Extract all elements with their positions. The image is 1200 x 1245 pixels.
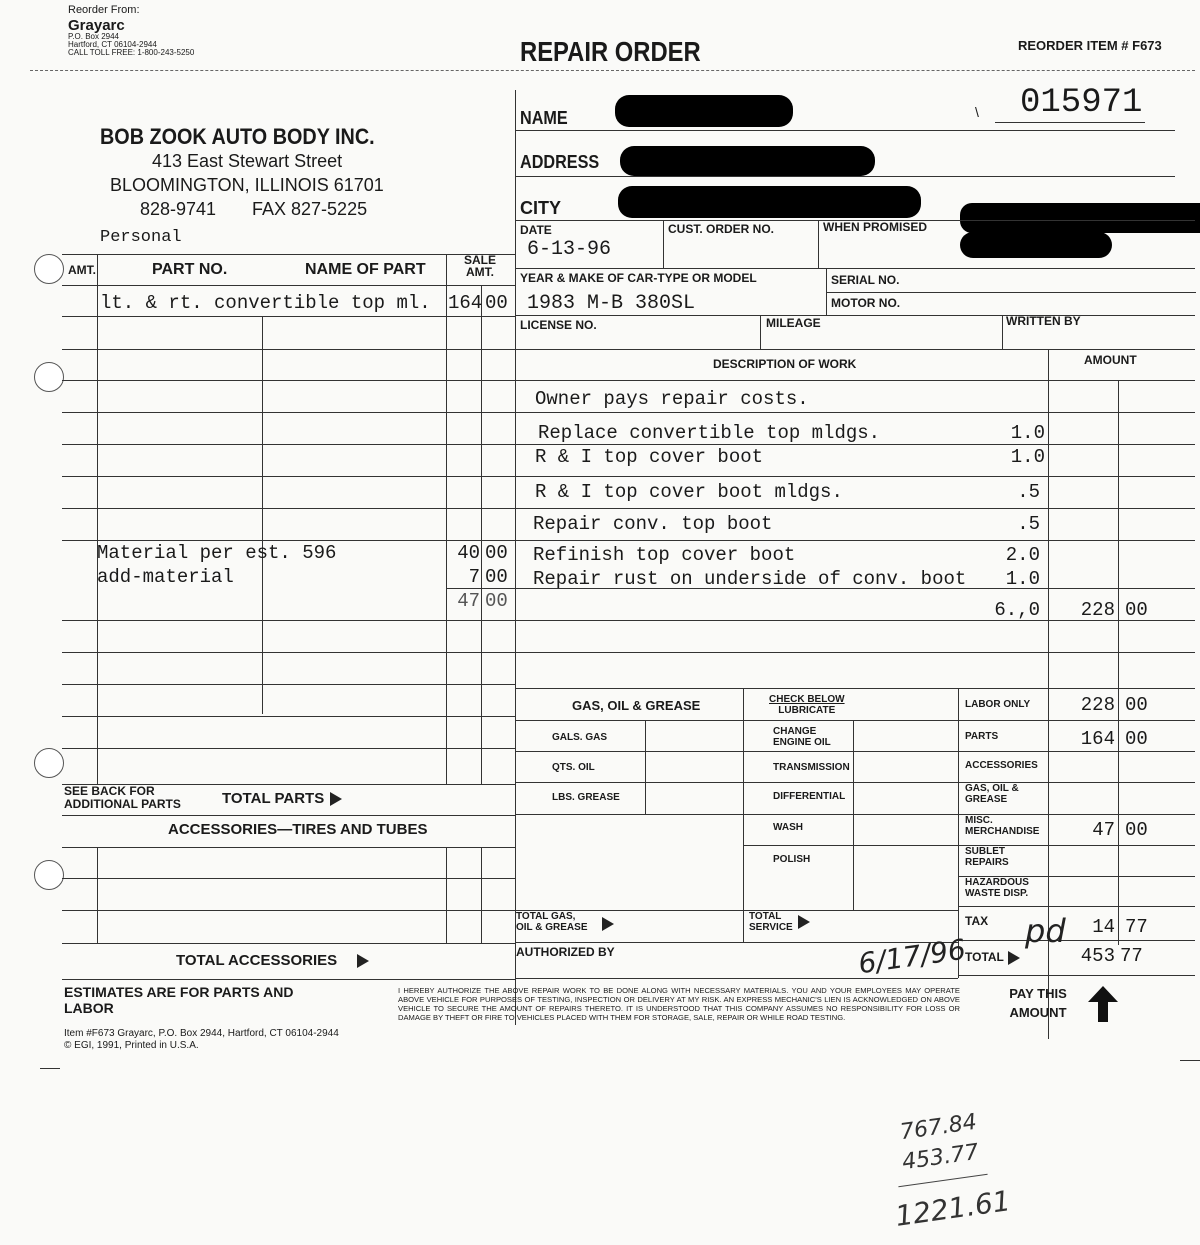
labor-dollars: 228	[1080, 694, 1115, 716]
name-of-part-header: NAME OF PART	[305, 261, 426, 278]
authorized-by-label: AUTHORIZED BY	[516, 945, 615, 959]
tax-cents: 77	[1125, 916, 1148, 938]
total-gas-label: TOTAL GAS, OIL & GREASE	[516, 911, 588, 933]
part-row-dollars: 7	[468, 566, 480, 588]
date-value: 6-13-96	[527, 238, 612, 261]
line	[62, 716, 515, 717]
line	[62, 412, 515, 413]
tax-label: TAX	[965, 914, 989, 928]
pay-this-amount-label: PAY THIS AMOUNT	[1009, 986, 1067, 1020]
line	[515, 652, 1195, 653]
line	[515, 315, 1195, 316]
grayarc-logo: Grayarc	[68, 17, 125, 34]
description-label: DESCRIPTION OF WORK	[713, 357, 857, 371]
arrow-right-icon	[596, 915, 614, 933]
labor-cents: 00	[1125, 694, 1148, 716]
line	[62, 620, 515, 621]
line	[515, 476, 1195, 477]
line	[818, 220, 819, 268]
gals-gas-label: GALS. GAS	[552, 732, 608, 743]
line	[663, 220, 664, 268]
line	[958, 906, 1195, 907]
column-line	[446, 847, 447, 943]
parts-total-label: PARTS	[965, 731, 999, 742]
line	[62, 910, 515, 911]
column-line	[262, 316, 263, 714]
work-hours: 1.0	[1010, 422, 1045, 444]
arrow-right-icon	[792, 913, 810, 931]
parts-total-dollars: 164	[1080, 728, 1115, 750]
work-line: Repair rust on underside of conv. boot	[533, 568, 967, 590]
name-label: NAME	[520, 108, 568, 128]
check-below-label: CHECK BELOW LUBRICATE	[769, 694, 845, 716]
written-by-label: WRITTEN BY	[1006, 314, 1081, 328]
line	[515, 349, 1195, 350]
handwritten-sum-1: 767.84	[898, 1109, 979, 1146]
parts-total-cents: 00	[1125, 728, 1148, 750]
shop-street: 413 East Stewart Street	[152, 151, 343, 171]
part-subtotal-cents: 00	[485, 590, 508, 612]
part-subtotal-dollars: 47	[457, 590, 480, 612]
line	[62, 878, 515, 879]
column-line	[446, 254, 447, 784]
lbs-grease-label: LBS. GREASE	[552, 792, 620, 803]
line	[515, 782, 958, 783]
total-accessories-label: TOTAL ACCESSORIES	[176, 952, 369, 969]
address-label: ADDRESS	[520, 152, 600, 172]
line	[826, 292, 1196, 293]
car-label: YEAR & MAKE OF CAR-TYPE OR MODEL	[520, 271, 757, 285]
handwritten-paid: pd	[1025, 912, 1066, 950]
arrow-up-icon	[1088, 986, 1118, 1027]
column-line	[97, 254, 98, 784]
column-line	[97, 847, 98, 943]
total-service-label: TOTAL SERVICE	[749, 911, 793, 933]
punch-hole	[34, 860, 64, 890]
punch-hole	[34, 748, 64, 778]
total-parts-label: TOTAL PARTS	[222, 790, 342, 807]
gas-oil-label: GAS, OIL & GREASE	[572, 698, 701, 713]
line	[62, 254, 515, 255]
handwritten-sum-line	[898, 1174, 987, 1188]
footer-item: Item #F673 Grayarc, P.O. Box 2944, Hartford, CT 06104-2944	[64, 1028, 339, 1039]
arrow-right-icon	[1008, 951, 1020, 965]
work-hours: 1.0	[1005, 568, 1040, 590]
shop-phone: 828-9741	[140, 199, 217, 219]
work-hours: .5	[1017, 513, 1040, 535]
see-back-label: SEE BACK FOR ADDITIONAL PARTS	[64, 784, 181, 811]
work-hours: 1.0	[1010, 446, 1045, 468]
line	[1002, 315, 1003, 349]
footer-copyright: © EGI, 1991, Printed in U.S.A.	[64, 1040, 199, 1051]
line	[515, 176, 1175, 177]
center-divider	[515, 90, 516, 1025]
wash-label: WASH	[773, 822, 803, 833]
form-title: REPAIR ORDER	[520, 36, 701, 67]
handwritten-sum-2: 453.77	[900, 1139, 981, 1176]
subtotal-line	[446, 588, 515, 589]
amt-header: AMT.	[68, 263, 96, 277]
work-line: R & I top cover boot mldgs.	[535, 481, 843, 503]
line	[515, 978, 958, 979]
part-row-desc: Material per est. 596	[97, 542, 337, 564]
line	[62, 349, 515, 350]
line	[515, 814, 958, 815]
line	[760, 315, 761, 349]
amount-label: AMOUNT	[1084, 353, 1137, 367]
line	[62, 285, 515, 286]
serial-label: SERIAL NO.	[831, 273, 900, 287]
sublet-label: SUBLET REPAIRS	[965, 846, 1009, 868]
redacted-name	[615, 95, 793, 127]
line	[62, 979, 515, 980]
punch-hole	[34, 362, 64, 392]
work-line: Replace convertible top mldgs.	[538, 422, 881, 444]
edge-mark	[1180, 1060, 1200, 1061]
line	[743, 845, 958, 846]
line	[62, 748, 515, 749]
redacted-right-2	[960, 232, 1112, 258]
line	[62, 476, 515, 477]
work-total-dollars: 228	[1080, 599, 1115, 621]
shop-note: Personal	[100, 228, 182, 247]
shop-name: BOB ZOOK AUTO BODY INC.	[100, 124, 375, 149]
part-no-header: PART NO.	[152, 261, 228, 278]
line	[515, 130, 1175, 131]
order-underline	[995, 122, 1145, 123]
tax-dollars: 14	[1092, 916, 1115, 938]
labor-only-label: LABOR ONLY	[965, 699, 1031, 710]
reorder-address: P.O. Box 2944 Hartford, CT 06104-2944 CALL TOLL FREE: 1-800-243-5250	[68, 32, 195, 57]
accessories-total-label: ACCESSORIES	[965, 760, 1038, 771]
part-row-cents: 00	[485, 542, 508, 564]
reorder-item: REORDER ITEM # F673	[1018, 38, 1162, 53]
transmission-label: TRANSMISSION	[773, 762, 850, 773]
car-value: 1983 M-B 380SL	[527, 292, 696, 315]
line	[62, 847, 515, 848]
line	[62, 652, 515, 653]
part-row-dollars: 40	[457, 542, 480, 564]
column-line	[1118, 380, 1119, 945]
line	[62, 444, 515, 445]
license-label: LICENSE NO.	[520, 318, 597, 332]
when-promised-label: WHEN PROMISED	[823, 220, 928, 234]
column-line	[645, 720, 646, 814]
column-line	[743, 688, 744, 942]
redacted-city	[618, 186, 921, 218]
handwritten-sum-total: 1221.61	[893, 1184, 1013, 1233]
redacted-right	[960, 203, 1200, 233]
line	[515, 380, 1195, 381]
part-row-cents: 00	[485, 292, 508, 314]
arrow-right-icon	[357, 954, 369, 968]
city-label: CITY	[520, 198, 562, 218]
column-line	[481, 285, 482, 784]
line	[515, 720, 958, 721]
grand-total-cents: 77	[1120, 945, 1143, 967]
sale-amt-header: SALE AMT.	[463, 253, 496, 279]
gas-total-label: GAS, OIL & GREASE	[965, 783, 1019, 805]
tick-mark: \	[975, 104, 979, 120]
work-line: R & I top cover boot	[535, 446, 764, 468]
motor-label: MOTOR NO.	[831, 296, 901, 310]
line	[515, 444, 1195, 445]
line	[958, 940, 1195, 941]
shop-city: BLOOMINGTON, ILLINOIS 61701	[110, 175, 384, 195]
line	[62, 943, 515, 944]
line	[62, 540, 515, 541]
line	[515, 508, 1195, 509]
line	[62, 684, 515, 685]
polish-label: POLISH	[773, 854, 811, 865]
line	[515, 268, 1195, 269]
perforation	[30, 70, 1195, 71]
line	[62, 316, 515, 317]
misc-label: MISC. MERCHANDISE	[965, 815, 1040, 837]
line	[62, 508, 515, 509]
total-label: TOTAL	[965, 950, 1020, 965]
redacted-address	[620, 146, 875, 176]
work-line: Repair conv. top boot	[533, 513, 773, 535]
column-line	[853, 720, 854, 910]
line	[515, 412, 1195, 413]
edge-mark	[40, 1068, 60, 1069]
punch-hole	[34, 254, 64, 284]
line	[958, 751, 1195, 752]
line	[515, 751, 958, 752]
line	[958, 720, 1195, 721]
part-row-desc: lt. & rt. convertible top ml.	[100, 292, 431, 314]
part-row-dollars: 164	[448, 292, 483, 314]
arrow-right-icon	[330, 792, 342, 806]
line	[958, 975, 1195, 976]
date-label: DATE	[520, 223, 552, 237]
qts-oil-label: QTS. OIL	[552, 762, 595, 773]
part-row-desc: add-material	[97, 566, 234, 588]
column-line	[481, 847, 482, 943]
reorder-from-label: Reorder From:	[68, 4, 140, 16]
accessories-label: ACCESSORIES—TIRES AND TUBES	[168, 821, 428, 838]
work-line: Refinish top cover boot	[533, 544, 796, 566]
line	[62, 815, 515, 816]
misc-dollars: 47	[1092, 819, 1115, 841]
authorization-terms: I HEREBY AUTHORIZE THE ABOVE REPAIR WORK TO BE DONE ALONG WITH NECESSARY MATERIALS. YOU AND YOUR EMPLOYEES MAY OPERATE ABOVE VEHICLE FOR PURPOSES OF TESTING, INSPECTION OR DELIVERY AT MY RISK. AN EXPRESS MECHANIC'S LIEN IS ACKNOWLEDGED ON ABOVE VEHICLE TO SECURE THE AMOUNT OF REPAIRS THERETO. IT IS UNDERSTOOD THAT THIS COMPANY ASSUMES NO RESPONSIBILITY FOR LOSS OR DAMAGE BY THEFT OR FIRE TO VEHICLES PLACED WITH THEM FOR STORAGE, SALE, REPAIR OR WHILE ROAD TESTING.	[398, 986, 960, 1022]
work-total-cents: 00	[1125, 599, 1148, 621]
work-total-hours: 6.,0	[994, 599, 1040, 621]
grand-total-dollars: 453	[1080, 945, 1115, 967]
mileage-label: MILEAGE	[766, 316, 821, 330]
line	[62, 380, 515, 381]
work-hours: .5	[1017, 481, 1040, 503]
line	[515, 540, 1195, 541]
estimates-label: ESTIMATES ARE FOR PARTS AND LABOR	[64, 984, 294, 1016]
cust-order-label: CUST. ORDER NO.	[668, 222, 775, 236]
part-row-cents: 00	[485, 566, 508, 588]
work-hours: 2.0	[1005, 544, 1040, 566]
shop-fax: FAX 827-5225	[252, 199, 368, 219]
hazard-label: HAZARDOUS WASTE DISP.	[965, 877, 1029, 899]
line	[515, 688, 1195, 689]
handwritten-date: 6/17/96	[856, 932, 968, 981]
change-oil-label: CHANGE ENGINE OIL	[773, 726, 831, 748]
differential-label: DIFFERENTIAL	[773, 791, 846, 802]
work-line: Owner pays repair costs.	[535, 388, 809, 410]
order-number: 015971	[1020, 84, 1143, 122]
misc-cents: 00	[1125, 819, 1148, 841]
